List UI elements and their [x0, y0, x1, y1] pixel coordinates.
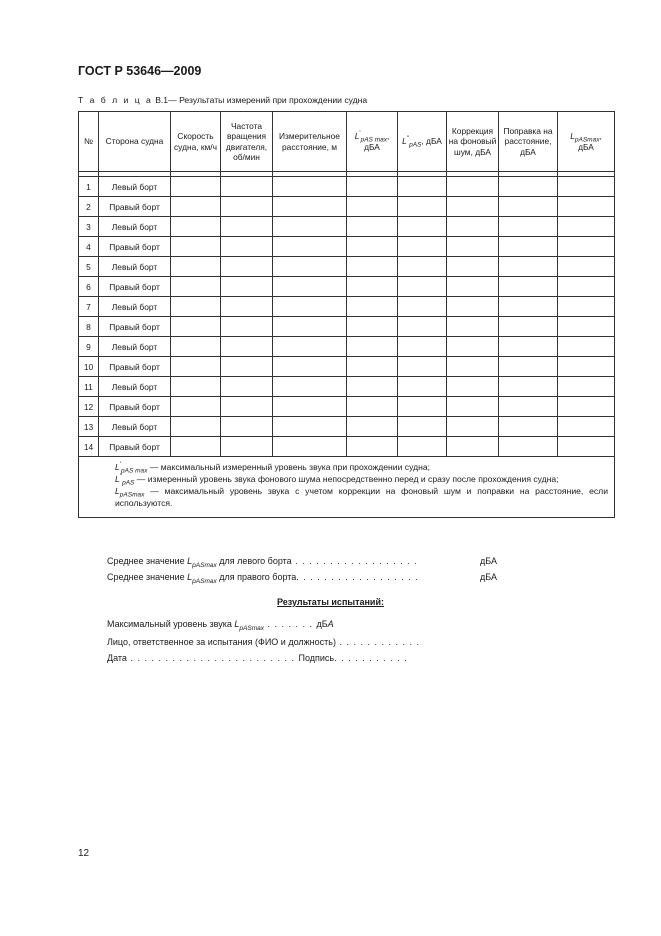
table-row	[79, 177, 615, 197]
empty-cell	[499, 197, 558, 217]
page-number: 12	[78, 848, 90, 859]
empty-cell	[273, 397, 347, 417]
empty-cell	[499, 217, 558, 237]
empty-cell	[221, 357, 273, 377]
empty-cell	[347, 257, 398, 277]
empty-cell	[273, 417, 347, 437]
empty-cell	[273, 337, 347, 357]
empty-cell	[273, 257, 347, 277]
empty-cell	[499, 437, 558, 457]
col-header-adjustment: Поправка на расстояние, дБА	[499, 112, 558, 172]
empty-cell	[221, 377, 273, 397]
empty-cell	[347, 337, 398, 357]
table-row	[79, 237, 615, 257]
empty-cell	[499, 257, 558, 277]
table-row	[79, 197, 615, 217]
table-header-row	[79, 112, 615, 172]
empty-cell	[398, 197, 447, 217]
empty-cell	[558, 437, 615, 457]
row-side: Правый борт	[99, 277, 171, 297]
empty-cell	[347, 237, 398, 257]
row-number: 5	[79, 257, 99, 277]
row-number: 2	[79, 197, 99, 217]
date-label: Дата	[107, 653, 127, 663]
row-side: Правый борт	[99, 357, 171, 377]
empty-cell	[398, 277, 447, 297]
empty-cell	[499, 417, 558, 437]
empty-cell	[447, 397, 499, 417]
empty-cell	[447, 297, 499, 317]
empty-cell	[447, 357, 499, 377]
row-side: Левый борт	[99, 377, 171, 397]
empty-cell	[447, 437, 499, 457]
empty-cell	[171, 217, 221, 237]
empty-cell	[171, 297, 221, 317]
empty-cell	[447, 277, 499, 297]
empty-cell	[499, 277, 558, 297]
empty-cell	[398, 257, 447, 277]
results-heading: Результаты испытаний:	[277, 597, 384, 607]
row-number: 7	[79, 297, 99, 317]
empty-cell	[171, 397, 221, 417]
empty-cell	[447, 317, 499, 337]
empty-cell	[558, 337, 615, 357]
empty-cell	[499, 397, 558, 417]
note-lmax-corrected: $L_{pASmax}$ — максимальный уровень звука с учетом коррекции на фоновый шум и поправки на расстояние, если используются.	[115, 486, 608, 508]
empty-cell	[221, 397, 273, 417]
empty-cell	[171, 317, 221, 337]
row-number: 12	[79, 397, 99, 417]
empty-cell	[347, 297, 398, 317]
empty-cell	[558, 217, 615, 237]
table-row	[79, 317, 615, 337]
row-side: Левый борт	[99, 217, 171, 237]
col-header-engine: Частота вращения двигателя, об/мин	[221, 112, 273, 172]
empty-cell	[499, 297, 558, 317]
note-lmax-measured: $L'_{pAS max}$ — максимальный измеренный уровень звука при прохождении судна;	[115, 461, 431, 475]
col-header-correction: Коррекция на фоновый шум, дБА	[447, 112, 499, 172]
row-number: 4	[79, 237, 99, 257]
empty-cell	[558, 197, 615, 217]
empty-cell	[347, 377, 398, 397]
row-side: Левый борт	[99, 417, 171, 437]
table-row	[79, 217, 615, 237]
empty-cell	[171, 377, 221, 397]
empty-cell	[398, 217, 447, 237]
table-row	[79, 377, 615, 397]
empty-cell	[171, 257, 221, 277]
table-caption-title: — Результаты измерений при прохождении судна	[168, 95, 368, 105]
empty-cell	[221, 237, 273, 257]
empty-cell	[273, 177, 347, 197]
empty-cell	[221, 317, 273, 337]
empty-cell	[447, 417, 499, 437]
empty-cell	[347, 197, 398, 217]
empty-cell	[221, 197, 273, 217]
empty-cell	[171, 357, 221, 377]
signature-label: Подпись	[298, 653, 335, 663]
results-table	[78, 111, 615, 518]
table-row	[79, 437, 615, 457]
max-level-line: Максимальный уровень звука $L_{pASmax}$ . . . . . . . дБА	[107, 619, 334, 632]
empty-cell	[171, 237, 221, 257]
empty-cell	[273, 217, 347, 237]
row-number: 6	[79, 277, 99, 297]
table-row	[79, 297, 615, 317]
empty-cell	[447, 377, 499, 397]
empty-cell	[558, 177, 615, 197]
empty-cell	[499, 357, 558, 377]
empty-cell	[221, 277, 273, 297]
table-row	[79, 357, 615, 377]
empty-cell	[273, 317, 347, 337]
row-number: 3	[79, 217, 99, 237]
empty-cell	[347, 437, 398, 457]
empty-cell	[398, 377, 447, 397]
row-side: Левый борт	[99, 337, 171, 357]
empty-cell	[398, 337, 447, 357]
row-side: Правый борт	[99, 397, 171, 417]
table-row	[79, 417, 615, 437]
row-side: Левый борт	[99, 177, 171, 197]
empty-cell	[221, 217, 273, 237]
average-right-unit: дБА	[480, 572, 497, 582]
table-row	[79, 397, 615, 417]
row-side: Правый борт	[99, 197, 171, 217]
col-header-distance: Измерительное расстояние, м	[273, 112, 347, 172]
col-header-lmax-corrected: $L_{pASmax}$, дБА	[558, 112, 615, 172]
table-row	[79, 257, 615, 277]
empty-cell	[398, 317, 447, 337]
empty-cell	[273, 437, 347, 457]
empty-cell	[558, 417, 615, 437]
date-signature-line: Дата . . . . . . . . . . . . . . . . . . . . . . . . Подпись. . . . . . . . . . .	[107, 653, 408, 663]
row-number: 10	[79, 357, 99, 377]
empty-cell	[273, 357, 347, 377]
table-caption	[78, 95, 367, 105]
empty-cell	[221, 437, 273, 457]
empty-cell	[171, 197, 221, 217]
empty-cell	[171, 437, 221, 457]
row-number: 13	[79, 417, 99, 437]
table-row	[79, 277, 615, 297]
empty-cell	[347, 417, 398, 437]
col-header-lmax-measured: $L'_{pAS max}$, дБА	[347, 112, 398, 172]
empty-cell	[447, 237, 499, 257]
empty-cell	[171, 277, 221, 297]
col-header-speed: Скорость судна, км/ч	[171, 112, 221, 172]
row-side: Правый борт	[99, 237, 171, 257]
empty-cell	[558, 277, 615, 297]
row-number: 9	[79, 337, 99, 357]
empty-cell	[347, 217, 398, 237]
empty-cell	[398, 397, 447, 417]
empty-cell	[273, 297, 347, 317]
empty-cell	[499, 237, 558, 257]
empty-cell	[447, 177, 499, 197]
empty-cell	[558, 237, 615, 257]
col-header-num: №	[79, 112, 99, 172]
table-notes	[79, 457, 615, 518]
empty-cell	[273, 237, 347, 257]
empty-cell	[171, 177, 221, 197]
col-header-side: Сторона судна	[99, 112, 171, 172]
empty-cell	[221, 337, 273, 357]
empty-cell	[347, 177, 398, 197]
empty-cell	[499, 317, 558, 337]
empty-cell	[221, 257, 273, 277]
row-side: Правый борт	[99, 317, 171, 337]
empty-cell	[499, 337, 558, 357]
empty-cell	[347, 317, 398, 337]
empty-cell	[221, 177, 273, 197]
empty-cell	[273, 377, 347, 397]
empty-cell	[499, 377, 558, 397]
empty-cell	[398, 357, 447, 377]
row-side: Левый борт	[99, 257, 171, 277]
table-caption-number: В.1	[155, 95, 169, 105]
empty-cell	[558, 377, 615, 397]
empty-cell	[499, 177, 558, 197]
empty-cell	[447, 197, 499, 217]
empty-cell	[273, 197, 347, 217]
empty-cell	[447, 257, 499, 277]
average-left-unit: дБА	[480, 556, 497, 566]
table-caption-prefix: Т а б л и ц а	[78, 95, 153, 105]
table-notes-row	[79, 457, 615, 518]
empty-cell	[558, 397, 615, 417]
table-row	[79, 337, 615, 357]
empty-cell	[347, 357, 398, 377]
row-number: 14	[79, 437, 99, 457]
empty-cell	[347, 397, 398, 417]
empty-cell	[221, 417, 273, 437]
empty-cell	[347, 277, 398, 297]
empty-cell	[558, 357, 615, 377]
responsible-person-line: Лицо, ответственное за испытания (ФИО и должность) . . . . . . . . . . . .	[107, 637, 420, 647]
row-number: 8	[79, 317, 99, 337]
average-left-line: Среднее значение $L_{pASmax}$ для левого борта . . . . . . . . . . . . . . . . . .	[107, 556, 418, 569]
row-number: 11	[79, 377, 99, 397]
empty-cell	[398, 437, 447, 457]
empty-cell	[398, 177, 447, 197]
empty-cell	[447, 337, 499, 357]
empty-cell	[558, 317, 615, 337]
row-side: Левый борт	[99, 297, 171, 317]
empty-cell	[558, 297, 615, 317]
empty-cell	[398, 297, 447, 317]
average-right-line: Среднее значение $L_{pASmax}$ для правого борта. . . . . . . . . . . . . . . . . .	[107, 572, 419, 585]
document-number: ГОСТ Р 53646—2009	[78, 64, 202, 78]
col-header-lbackground: $L^"_{pAS}$, дБА	[398, 112, 447, 172]
empty-cell	[171, 337, 221, 357]
note-lbackground: $L^"_{pAS}$ — измеренный уровень звука фонового шума непосредственно перед и сразу после прохождения судна;	[115, 473, 559, 487]
empty-cell	[171, 417, 221, 437]
empty-cell	[447, 217, 499, 237]
empty-cell	[398, 417, 447, 437]
row-number: 1	[79, 177, 99, 197]
empty-cell	[273, 277, 347, 297]
empty-cell	[221, 297, 273, 317]
row-side: Правый борт	[99, 437, 171, 457]
empty-cell	[398, 237, 447, 257]
empty-cell	[558, 257, 615, 277]
